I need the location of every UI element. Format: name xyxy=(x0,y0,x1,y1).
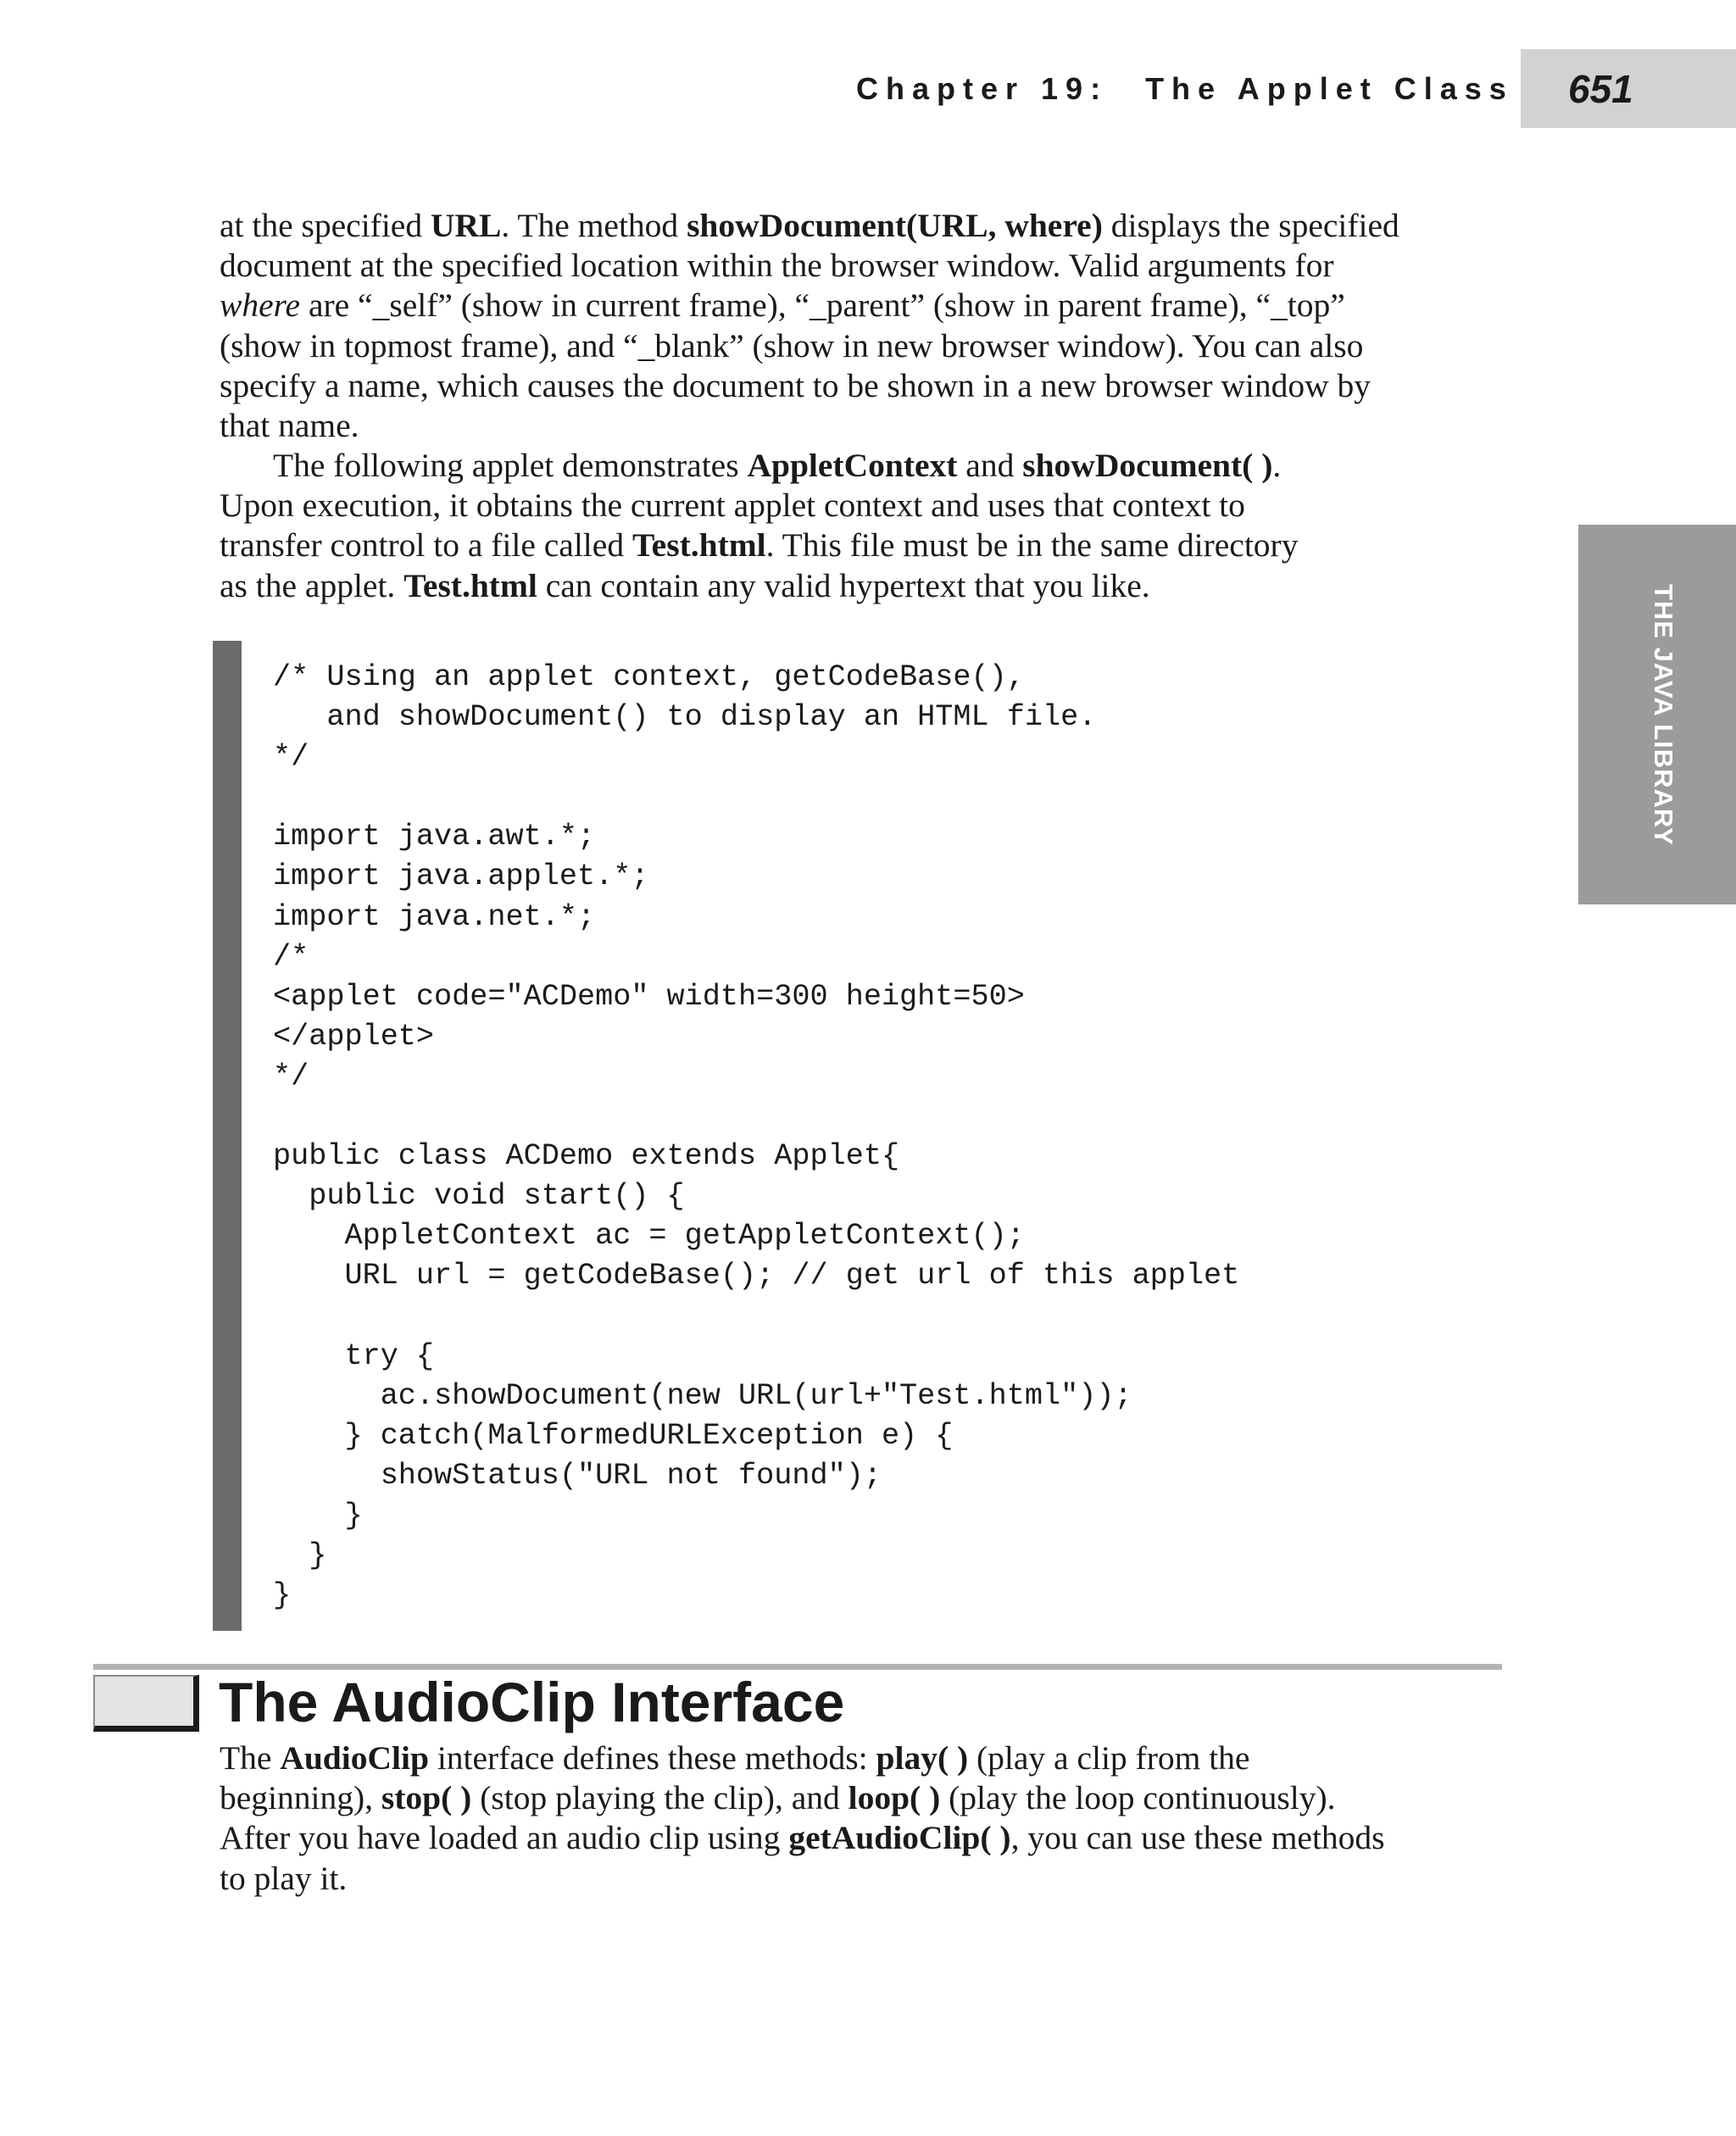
page-number-tab xyxy=(1521,49,1736,128)
text-run: , you can use these methods xyxy=(1010,1819,1385,1857)
bold-term: AudioClip xyxy=(280,1739,429,1777)
text-line xyxy=(220,246,1508,286)
code-line: } xyxy=(273,1578,292,1613)
text-run: (stop playing the clip), and xyxy=(471,1779,849,1817)
running-header xyxy=(856,71,1514,107)
section-title: The AudioClip Interface xyxy=(219,1671,845,1733)
code-line: and showDocument() to display an HTML file. xyxy=(273,700,1097,735)
text-line xyxy=(220,326,1508,366)
text-run: beginning), xyxy=(220,1779,381,1817)
code-line: showStatus("URL not found"); xyxy=(273,1458,882,1493)
section-thumb-tab xyxy=(1578,525,1736,904)
page-number: 651 xyxy=(1568,67,1633,111)
italic-term: where xyxy=(220,286,301,325)
code-line: /* Using an applet context, getCodeBase(), xyxy=(273,660,1025,694)
text-line xyxy=(220,1778,1508,1818)
text-run: document at the specified location within the browser window. Valid arguments for xyxy=(220,247,1334,285)
text-run: (play the loop continuously). xyxy=(940,1779,1336,1817)
text-run: (play a clip from the xyxy=(968,1739,1250,1777)
text-run: at the specified xyxy=(220,207,431,244)
bold-term: getAudioClip( ) xyxy=(788,1819,1011,1857)
text-run: . xyxy=(1272,447,1282,484)
bold-term: play( ) xyxy=(876,1739,969,1777)
code-line: URL url = getCodeBase(); // get url of this applet xyxy=(273,1259,1240,1293)
code-line xyxy=(273,1297,1239,1337)
code-line: } xyxy=(273,1538,327,1573)
code-line: <applet code="ACDemo" width=300 height=50> xyxy=(273,979,1025,1014)
text-line xyxy=(220,526,1508,565)
code-listing-bar xyxy=(213,641,242,1631)
chapter-number: Chapter 19: xyxy=(856,71,1109,106)
code-line xyxy=(273,1097,1239,1137)
code-line: try { xyxy=(273,1338,435,1373)
paragraph-audioclip xyxy=(220,1738,1508,1899)
code-line: ac.showDocument(new URL(url+"Test.html")); xyxy=(273,1378,1132,1413)
text-run: The following applet demonstrates xyxy=(273,447,748,484)
text-run: that name. xyxy=(220,407,359,445)
code-line: public void start() { xyxy=(273,1179,685,1214)
text-line xyxy=(220,1859,1508,1899)
code-line: } catch(MalformedURLException e) { xyxy=(273,1418,954,1453)
code-line: /* xyxy=(273,939,309,974)
heading-marker-box xyxy=(93,1675,199,1732)
bold-term: loop( ) xyxy=(848,1779,941,1817)
text-run: and xyxy=(957,447,1023,484)
text-run: . The method xyxy=(501,207,687,244)
bold-term: showDocument( ) xyxy=(1022,447,1273,484)
text-line xyxy=(220,206,1508,246)
code-line: </applet> xyxy=(273,1019,435,1054)
text-run: can contain any valid hypertext that you like. xyxy=(537,566,1150,604)
bold-term: stop( ) xyxy=(381,1779,472,1817)
text-run: as the applet. xyxy=(220,566,404,604)
code-listing xyxy=(273,658,1239,1616)
bold-term: URL xyxy=(430,207,502,244)
text-line xyxy=(220,366,1508,406)
bold-term: Test.html xyxy=(632,526,766,565)
text-run: are “_self” (show in current frame), “_parent” (show in parent frame), “_top” xyxy=(300,286,1345,325)
text-run: specify a name, which causes the document to be shown in a new browser window by xyxy=(220,366,1372,404)
text-line xyxy=(220,486,1508,526)
code-line: */ xyxy=(273,740,309,775)
code-line: */ xyxy=(273,1059,309,1093)
text-line xyxy=(220,1818,1508,1858)
code-line xyxy=(273,777,1239,817)
section-thumb-label: THE JAVA LIBRARY xyxy=(1649,584,1678,846)
code-line: AppletContext ac = getAppletContext(); xyxy=(273,1219,1025,1254)
paragraph-applet-demo xyxy=(220,446,1508,606)
text-run: to play it. xyxy=(220,1859,348,1897)
text-run: Upon execution, it obtains the current applet context and uses that context to xyxy=(220,487,1245,525)
code-line: import java.net.*; xyxy=(273,899,596,934)
text-run: displays the specified xyxy=(1102,207,1399,244)
code-line: } xyxy=(273,1498,363,1532)
text-run: After you have loaded an audio clip using xyxy=(220,1819,789,1857)
text-line xyxy=(220,446,1508,486)
text-line xyxy=(220,566,1508,606)
text-run: . This file must be in the same directory xyxy=(765,526,1299,565)
text-line xyxy=(220,1738,1508,1778)
text-run: transfer control to a file called xyxy=(220,526,632,565)
code-line: import java.awt.*; xyxy=(273,820,596,854)
paragraph-show-document xyxy=(220,206,1508,446)
bold-term: showDocument(URL, where) xyxy=(687,207,1103,244)
text-run: The xyxy=(220,1739,281,1777)
bold-term: AppletContext xyxy=(747,447,958,484)
text-run: (show in topmost frame), and “_blank” (show in new browser window). You can also xyxy=(220,326,1364,364)
text-line xyxy=(220,406,1508,446)
text-line xyxy=(220,286,1508,325)
code-line: import java.applet.*; xyxy=(273,859,649,894)
bold-term: Test.html xyxy=(403,566,537,604)
code-line: public class ACDemo extends Applet{ xyxy=(273,1139,900,1174)
text-run: interface defines these methods: xyxy=(428,1739,876,1777)
chapter-title: The Applet Class xyxy=(1145,71,1514,106)
